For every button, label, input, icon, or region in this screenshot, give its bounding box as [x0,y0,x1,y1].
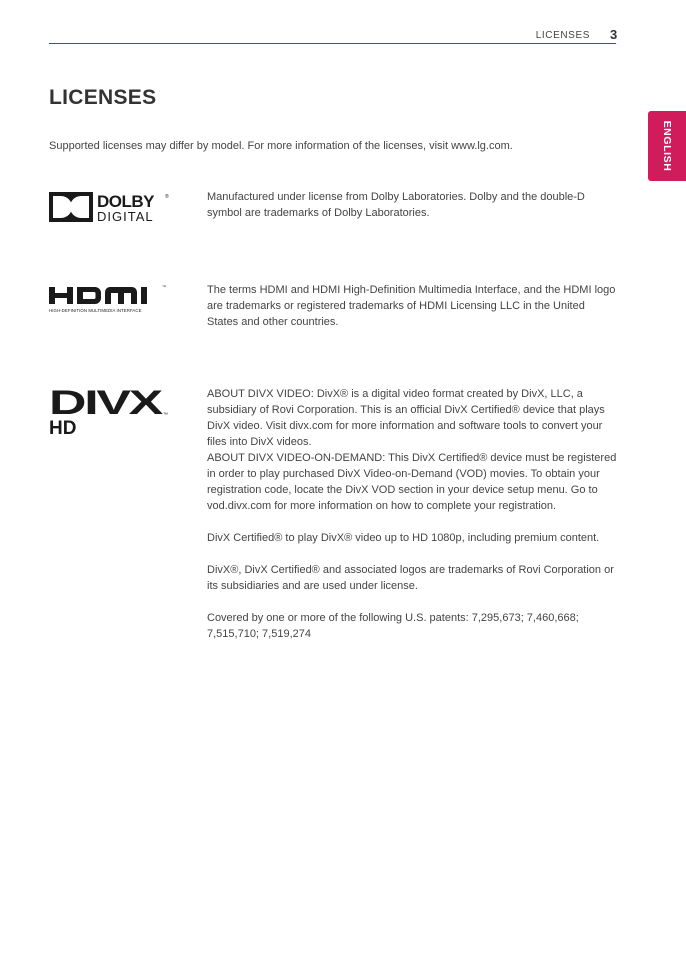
divx-trademark: ™ [163,412,168,418]
header-section-label: LICENSES [535,30,590,41]
license-paragraph: Manufactured under license from Dolby Laboratories. Dolby and the double-D symbol are trademarks of Dolby Laboratories. [207,191,585,219]
license-paragraph: The terms HDMI and HDMI High-Definition Multimedia Interface, and the HDMI logo are trademarks or registered trademarks of HDMI Licensing LLC in the United States and other countries. [207,284,616,328]
divx-hd-wordmark: HD [49,418,77,438]
intro-text: Supported licenses may differ by model. For more information of the licenses, visit www.lg.com. [49,140,513,152]
language-tab [648,111,686,181]
header-divider [49,43,616,44]
license-paragraph: ABOUT DIVX VIDEO-ON-DEMAND: This DivX Certified® device must be registered in order to play purchased DivX Video-on-Demand (VOD) movies. To obtain your registration code, locate the DivX VOD section in your device setup menu. Go to vod.divx.com for more information on how to complete your registration. [207,452,617,512]
license-paragraph: ABOUT DIVX VIDEO: DivX® is a digital video format created by DivX, LLC, a subsidiary of Rovi Corporation. This is an official DivX Certified® device that plays DivX video. Visit divx.com for more information and software tools to convert your files into DivX videos. [207,388,605,448]
page-number: 3 [610,27,618,42]
dolby-digital-logo [49,190,171,229]
license-paragraph: DivX®, DivX Certified® and associated logos are trademarks of Rovi Corporation or its subsidiaries and are used under license. [207,564,614,592]
dolby-registered-mark: ® [165,194,169,200]
hdmi-tagline: HIGH-DEFINITION MULTIMEDIA INTERFACE [49,308,142,313]
dolby-digital-wordmark: DIGITAL [97,209,154,224]
hdmi-license-text [207,282,617,330]
dolby-license-text [207,189,617,221]
divx-hd-logo [49,386,173,443]
license-paragraph: Covered by one or more of the following U.S. patents: 7,295,673; 7,460,668; 7,515,710; 7,519,274 [207,612,579,640]
divx-logo-graphic [49,386,173,438]
hdmi-logo-graphic [49,283,171,315]
dolby-double-d-icon [49,190,171,224]
dolby-wordmark: DOLBY [97,192,154,211]
divx-wordmark: DIVX [49,386,164,422]
language-tab-label: ENGLISH [661,120,673,172]
hdmi-trademark: ™ [162,284,166,289]
hdmi-logo [49,283,171,320]
page-title: LICENSES [49,86,157,109]
license-paragraph: DivX Certified® to play DivX® video up to HD 1080p, including premium content. [207,532,600,544]
divx-license-text [207,386,617,642]
